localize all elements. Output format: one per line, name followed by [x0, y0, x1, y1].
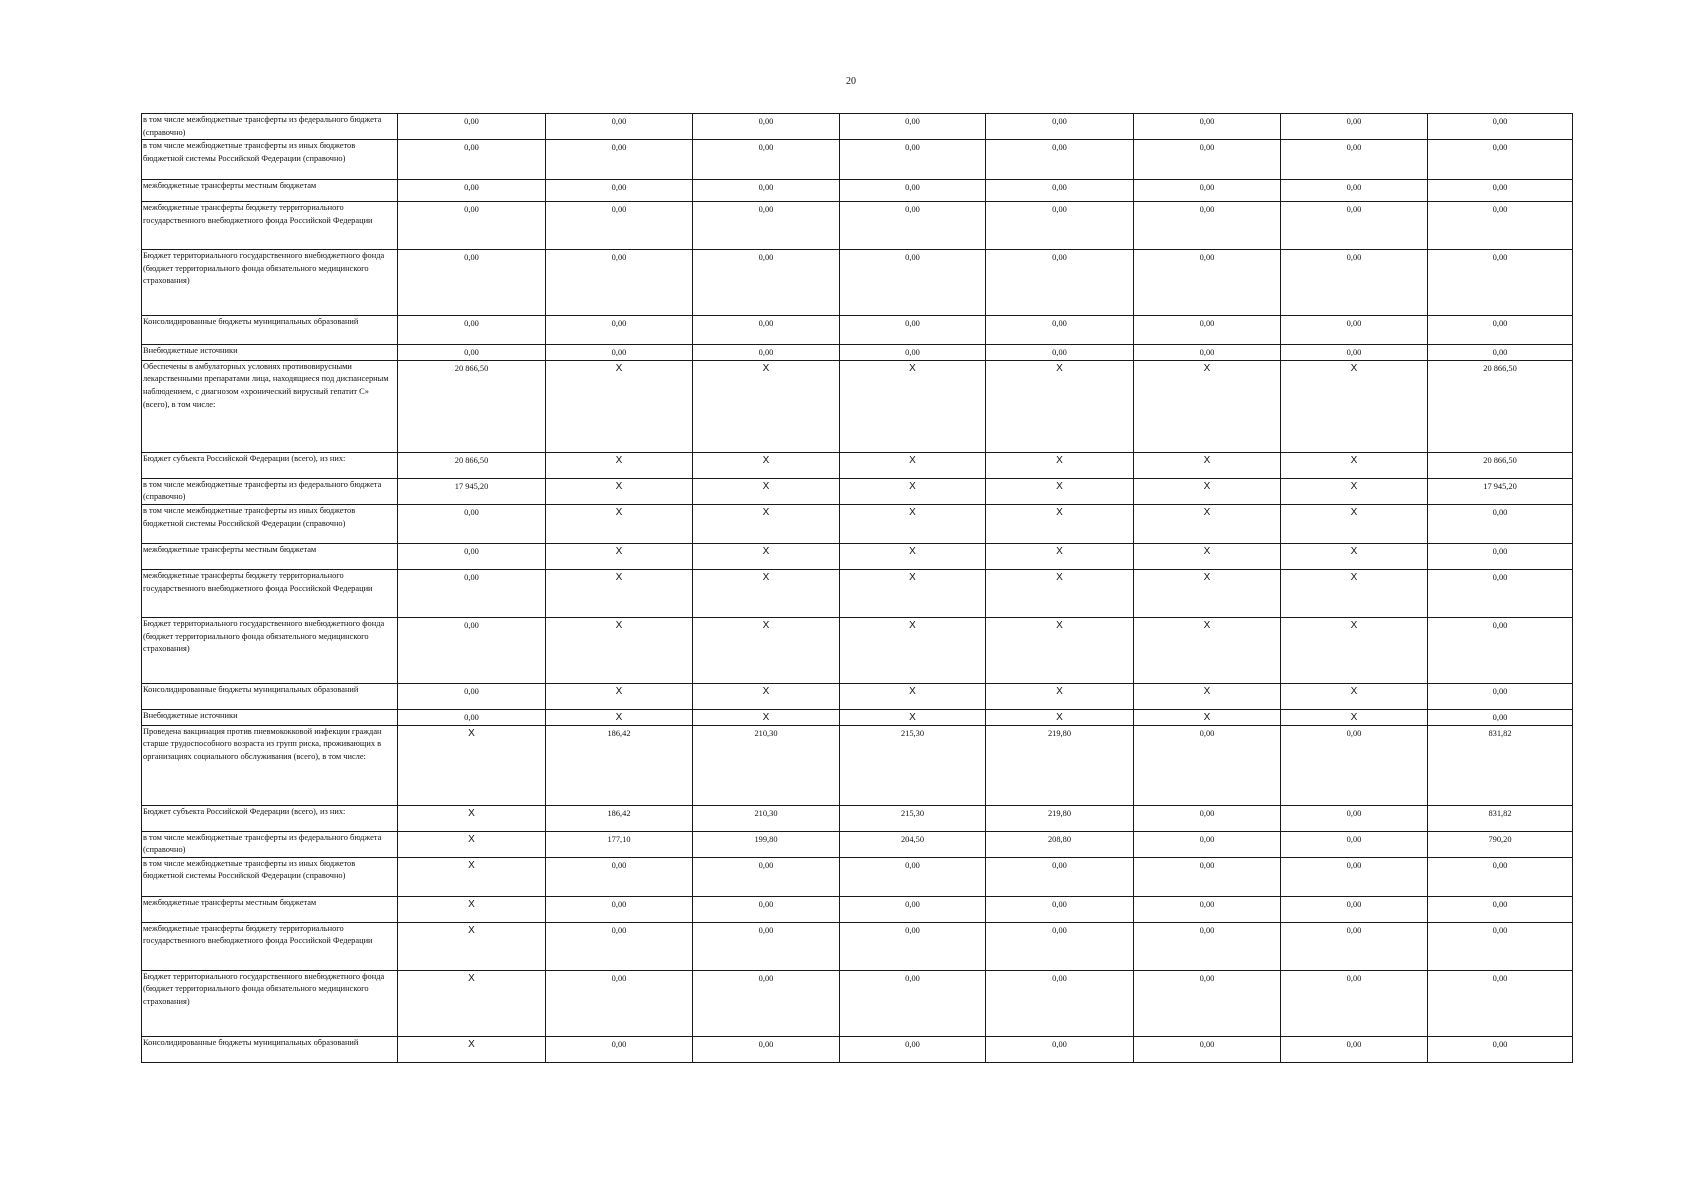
value-cell: X [1134, 504, 1281, 543]
value-cell: 0,00 [1281, 345, 1428, 361]
value-cell: 0,00 [398, 617, 546, 683]
value-cell: 0,00 [1134, 857, 1281, 896]
value-cell: 0,00 [986, 180, 1134, 202]
value-cell: 0,00 [398, 569, 546, 617]
value-cell: 0,00 [1428, 857, 1573, 896]
value-cell: X [840, 360, 986, 452]
value-cell: 0,00 [1281, 805, 1428, 831]
value-cell: 831,82 [1428, 725, 1573, 805]
value-cell: 0,00 [546, 202, 693, 250]
value-cell: 0,00 [1281, 857, 1428, 896]
value-cell: X [840, 452, 986, 478]
value-cell: 0,00 [693, 1036, 840, 1062]
row-label: Бюджет субъекта Российской Федерации (всего), из них: [142, 805, 398, 831]
value-cell: X [546, 543, 693, 569]
value-cell: X [1281, 683, 1428, 709]
value-cell: X [986, 617, 1134, 683]
row-label: Внебюджетные источники [142, 709, 398, 725]
value-cell: 0,00 [1281, 831, 1428, 857]
value-cell: 0,00 [1281, 970, 1428, 1036]
value-cell: 186,42 [546, 805, 693, 831]
value-cell: 0,00 [1281, 180, 1428, 202]
value-cell: 0,00 [1134, 831, 1281, 857]
value-cell: X [840, 478, 986, 504]
value-cell: X [840, 617, 986, 683]
value-cell: 0,00 [840, 140, 986, 180]
value-cell: 0,00 [1281, 1036, 1428, 1062]
table-row [142, 922, 1573, 970]
value-cell: X [693, 709, 840, 725]
value-cell: 0,00 [693, 250, 840, 316]
value-cell: 0,00 [693, 896, 840, 922]
value-cell: 0,00 [1428, 316, 1573, 345]
value-cell: 210,30 [693, 805, 840, 831]
value-cell: 0,00 [1281, 114, 1428, 140]
value-cell: 0,00 [1428, 569, 1573, 617]
value-cell: X [546, 360, 693, 452]
table-row [142, 140, 1573, 180]
value-cell: X [1134, 569, 1281, 617]
value-cell: X [398, 922, 546, 970]
value-cell: 0,00 [1134, 345, 1281, 361]
value-cell: 0,00 [546, 114, 693, 140]
value-cell: X [1134, 452, 1281, 478]
value-cell: 0,00 [1134, 114, 1281, 140]
value-cell: 0,00 [1281, 896, 1428, 922]
value-cell: X [840, 709, 986, 725]
value-cell: 0,00 [398, 140, 546, 180]
value-cell: 0,00 [1428, 504, 1573, 543]
value-cell: 0,00 [693, 202, 840, 250]
value-cell: 219,80 [986, 725, 1134, 805]
value-cell: 0,00 [1428, 345, 1573, 361]
value-cell: 0,00 [1428, 202, 1573, 250]
value-cell: 20 866,50 [1428, 360, 1573, 452]
value-cell: X [840, 569, 986, 617]
value-cell: X [1281, 360, 1428, 452]
value-cell: 0,00 [1428, 180, 1573, 202]
value-cell: 0,00 [398, 504, 546, 543]
value-cell: 0,00 [693, 316, 840, 345]
value-cell: X [1134, 478, 1281, 504]
value-cell: X [1281, 543, 1428, 569]
value-cell: X [840, 543, 986, 569]
value-cell: X [693, 543, 840, 569]
table-row [142, 180, 1573, 202]
table-row [142, 345, 1573, 361]
value-cell: 0,00 [1428, 140, 1573, 180]
value-cell: 0,00 [693, 922, 840, 970]
value-cell: 0,00 [986, 922, 1134, 970]
value-cell: 0,00 [1134, 202, 1281, 250]
value-cell: 0,00 [1134, 970, 1281, 1036]
value-cell: 0,00 [1134, 140, 1281, 180]
row-label: в том числе межбюджетные трансферты из иных бюджетов бюджетной системы Российской Федерации (справочно) [142, 857, 398, 896]
table-row [142, 202, 1573, 250]
value-cell: 17 945,20 [398, 478, 546, 504]
value-cell: X [986, 543, 1134, 569]
value-cell: 208,80 [986, 831, 1134, 857]
table-row [142, 805, 1573, 831]
value-cell: 0,00 [546, 180, 693, 202]
value-cell: X [1134, 683, 1281, 709]
value-cell: X [1281, 709, 1428, 725]
value-cell: X [398, 805, 546, 831]
value-cell: 0,00 [840, 180, 986, 202]
row-label: Обеспечены в амбулаторных условиях противовирусными лекарственными препаратами лица, находящиеся под диспансерным наблюдением, с диагнозом «хронический вирусный гепатит С» (всего), в том числе: [142, 360, 398, 452]
budget-table [141, 113, 1573, 1063]
value-cell: X [1134, 709, 1281, 725]
value-cell: X [546, 683, 693, 709]
value-cell: 0,00 [986, 896, 1134, 922]
row-label: Консолидированные бюджеты муниципальных образований [142, 316, 398, 345]
value-cell: 0,00 [693, 140, 840, 180]
table-row [142, 504, 1573, 543]
row-label: в том числе межбюджетные трансферты из федерального бюджета (справочно) [142, 478, 398, 504]
value-cell: 0,00 [1428, 617, 1573, 683]
value-cell: X [1281, 569, 1428, 617]
table-row [142, 316, 1573, 345]
value-cell: X [1134, 360, 1281, 452]
value-cell: 0,00 [840, 970, 986, 1036]
value-cell: 0,00 [1281, 140, 1428, 180]
row-label: Внебюджетные источники [142, 345, 398, 361]
value-cell: 0,00 [840, 250, 986, 316]
row-label: межбюджетные трансферты местным бюджетам [142, 180, 398, 202]
table-row [142, 725, 1573, 805]
value-cell: 790,20 [1428, 831, 1573, 857]
value-cell: 0,00 [840, 114, 986, 140]
value-cell: 0,00 [398, 683, 546, 709]
value-cell: X [1281, 478, 1428, 504]
value-cell: 0,00 [398, 345, 546, 361]
value-cell: X [986, 504, 1134, 543]
value-cell: X [986, 360, 1134, 452]
row-label: в том числе межбюджетные трансферты из федерального бюджета (справочно) [142, 831, 398, 857]
row-label: межбюджетные трансферты бюджету территориального государственного внебюджетного фонда Российской Федерации [142, 922, 398, 970]
value-cell: 0,00 [1281, 725, 1428, 805]
value-cell: 0,00 [398, 316, 546, 345]
value-cell: 17 945,20 [1428, 478, 1573, 504]
row-label: Бюджет территориального государственного внебюджетного фонда (бюджет территориального фонда обязательного медицинского страхования) [142, 970, 398, 1036]
table-row [142, 831, 1573, 857]
value-cell: 0,00 [840, 896, 986, 922]
value-cell: 0,00 [546, 345, 693, 361]
value-cell: X [546, 569, 693, 617]
value-cell: 177,10 [546, 831, 693, 857]
value-cell: 0,00 [1428, 250, 1573, 316]
value-cell: 186,42 [546, 725, 693, 805]
page-number: 20 [846, 76, 856, 87]
value-cell: 219,80 [986, 805, 1134, 831]
row-label: межбюджетные трансферты бюджету территориального государственного внебюджетного фонда Российской Федерации [142, 202, 398, 250]
value-cell: 0,00 [1134, 316, 1281, 345]
table-row [142, 857, 1573, 896]
value-cell: X [693, 452, 840, 478]
value-cell: X [840, 504, 986, 543]
value-cell: 0,00 [986, 857, 1134, 896]
value-cell: 0,00 [986, 114, 1134, 140]
value-cell: 0,00 [1428, 543, 1573, 569]
value-cell: 0,00 [693, 345, 840, 361]
value-cell: 215,30 [840, 725, 986, 805]
value-cell: X [546, 709, 693, 725]
value-cell: X [546, 504, 693, 543]
value-cell: 0,00 [840, 1036, 986, 1062]
table-row [142, 896, 1573, 922]
table-row [142, 478, 1573, 504]
value-cell: X [546, 617, 693, 683]
value-cell: X [693, 617, 840, 683]
value-cell: 0,00 [840, 202, 986, 250]
row-label: Бюджет субъекта Российской Федерации (всего), из них: [142, 452, 398, 478]
value-cell: 0,00 [840, 922, 986, 970]
value-cell: 0,00 [546, 1036, 693, 1062]
value-cell: X [398, 857, 546, 896]
value-cell: 0,00 [693, 180, 840, 202]
value-cell: 0,00 [1134, 250, 1281, 316]
value-cell: 0,00 [1428, 896, 1573, 922]
value-cell: X [986, 569, 1134, 617]
row-label: межбюджетные трансферты местным бюджетам [142, 543, 398, 569]
value-cell: X [693, 360, 840, 452]
value-cell: 0,00 [986, 345, 1134, 361]
table-row [142, 617, 1573, 683]
value-cell: 0,00 [1134, 922, 1281, 970]
value-cell: X [1281, 504, 1428, 543]
value-cell: 199,80 [693, 831, 840, 857]
value-cell: 0,00 [693, 114, 840, 140]
value-cell: 0,00 [1134, 725, 1281, 805]
value-cell: 0,00 [1134, 1036, 1281, 1062]
value-cell: 0,00 [1281, 922, 1428, 970]
value-cell: X [398, 896, 546, 922]
value-cell: 0,00 [1281, 316, 1428, 345]
value-cell: 0,00 [986, 316, 1134, 345]
value-cell: 0,00 [398, 114, 546, 140]
value-cell: X [986, 478, 1134, 504]
row-label: Проведена вакцинация против пневмококковой инфекции граждан старше трудоспособного возраста из групп риска, проживающих в организациях социального обслуживания (всего), в том числе: [142, 725, 398, 805]
value-cell: 0,00 [1428, 709, 1573, 725]
value-cell: 0,00 [1281, 250, 1428, 316]
table-row [142, 683, 1573, 709]
table-row [142, 452, 1573, 478]
value-cell: 0,00 [1428, 1036, 1573, 1062]
row-label: Бюджет территориального государственного внебюджетного фонда (бюджет территориального фонда обязательного медицинского страхования) [142, 617, 398, 683]
row-label: Консолидированные бюджеты муниципальных образований [142, 1036, 398, 1062]
value-cell: 0,00 [1428, 970, 1573, 1036]
value-cell: 0,00 [546, 896, 693, 922]
value-cell: X [693, 478, 840, 504]
value-cell: 0,00 [693, 857, 840, 896]
value-cell: 0,00 [546, 250, 693, 316]
value-cell: 0,00 [398, 543, 546, 569]
value-cell: X [693, 683, 840, 709]
value-cell: 0,00 [546, 857, 693, 896]
value-cell: X [986, 709, 1134, 725]
value-cell: X [1134, 617, 1281, 683]
value-cell: 0,00 [840, 857, 986, 896]
table-row [142, 709, 1573, 725]
row-label: в том числе межбюджетные трансферты из федерального бюджета (справочно) [142, 114, 398, 140]
value-cell: 0,00 [546, 316, 693, 345]
table-row [142, 970, 1573, 1036]
value-cell: 0,00 [986, 1036, 1134, 1062]
value-cell: X [986, 452, 1134, 478]
value-cell: 831,82 [1428, 805, 1573, 831]
value-cell: X [1134, 543, 1281, 569]
row-label: Бюджет территориального государственного внебюджетного фонда (бюджет территориального фонда обязательного медицинского страхования) [142, 250, 398, 316]
value-cell: 0,00 [986, 970, 1134, 1036]
value-cell: X [398, 831, 546, 857]
value-cell: 0,00 [986, 202, 1134, 250]
value-cell: X [986, 683, 1134, 709]
table-row [142, 250, 1573, 316]
table-row [142, 569, 1573, 617]
value-cell: X [546, 478, 693, 504]
value-cell: 0,00 [546, 922, 693, 970]
value-cell: 215,30 [840, 805, 986, 831]
value-cell: 210,30 [693, 725, 840, 805]
value-cell: X [1281, 452, 1428, 478]
table-row [142, 543, 1573, 569]
value-cell: 0,00 [398, 250, 546, 316]
value-cell: X [693, 569, 840, 617]
value-cell: 0,00 [1134, 180, 1281, 202]
table-row [142, 114, 1573, 140]
row-label: межбюджетные трансферты бюджету территориального государственного внебюджетного фонда Российской Федерации [142, 569, 398, 617]
value-cell: 0,00 [1134, 896, 1281, 922]
value-cell: X [546, 452, 693, 478]
value-cell: 0,00 [398, 709, 546, 725]
value-cell: 20 866,50 [1428, 452, 1573, 478]
value-cell: 0,00 [1134, 805, 1281, 831]
value-cell: 0,00 [986, 250, 1134, 316]
value-cell: X [398, 1036, 546, 1062]
value-cell: 0,00 [1428, 114, 1573, 140]
value-cell: X [693, 504, 840, 543]
value-cell: 20 866,50 [398, 360, 546, 452]
row-label: в том числе межбюджетные трансферты из иных бюджетов бюджетной системы Российской Федерации (справочно) [142, 140, 398, 180]
value-cell: X [840, 683, 986, 709]
value-cell: 0,00 [986, 140, 1134, 180]
value-cell: 0,00 [398, 202, 546, 250]
row-label: Консолидированные бюджеты муниципальных образований [142, 683, 398, 709]
value-cell: 0,00 [546, 140, 693, 180]
value-cell: 204,50 [840, 831, 986, 857]
value-cell: 0,00 [840, 345, 986, 361]
value-cell: 0,00 [398, 180, 546, 202]
value-cell: X [398, 970, 546, 1036]
row-label: межбюджетные трансферты местным бюджетам [142, 896, 398, 922]
value-cell: 0,00 [1428, 683, 1573, 709]
table-row [142, 1036, 1573, 1062]
value-cell: 0,00 [693, 970, 840, 1036]
value-cell: 0,00 [546, 970, 693, 1036]
value-cell: 20 866,50 [398, 452, 546, 478]
value-cell: 0,00 [1428, 922, 1573, 970]
row-label: в том числе межбюджетные трансферты из иных бюджетов бюджетной системы Российской Федерации (справочно) [142, 504, 398, 543]
value-cell: 0,00 [1281, 202, 1428, 250]
table-row [142, 360, 1573, 452]
budget-table-body [142, 114, 1573, 1063]
value-cell: X [398, 725, 546, 805]
value-cell: X [1281, 617, 1428, 683]
value-cell: 0,00 [840, 316, 986, 345]
